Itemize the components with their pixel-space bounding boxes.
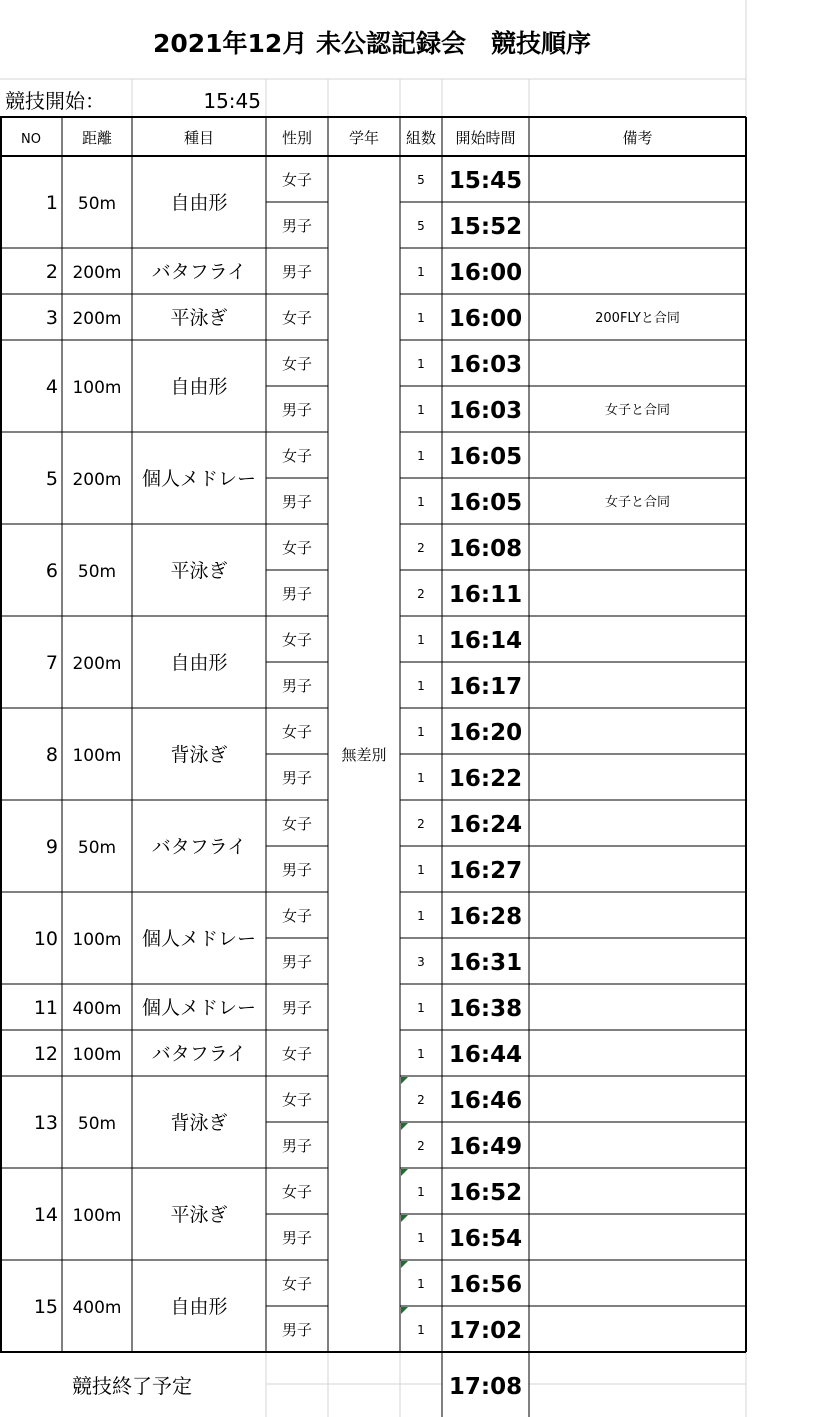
entry-heats: 1 — [417, 1001, 425, 1015]
event-distance: 200m — [72, 263, 122, 283]
entry-start-time: 16:44 — [448, 1042, 523, 1068]
entry-heats: 2 — [417, 541, 425, 555]
event-distance: 100m — [72, 1206, 122, 1226]
event-no: 13 — [33, 1112, 58, 1134]
entry-heats: 1 — [417, 863, 425, 877]
event-no: 9 — [45, 836, 58, 858]
entry-start-time: 17:02 — [448, 1318, 523, 1344]
entry-gender: 男子 — [281, 1321, 313, 1339]
entry-heats: 1 — [417, 495, 425, 509]
event-no: 5 — [45, 468, 58, 490]
entry-gender: 女子 — [281, 723, 313, 741]
event-distance: 400m — [72, 1298, 122, 1318]
entry-heats: 2 — [417, 1139, 425, 1153]
entry-heats: 1 — [417, 1323, 425, 1337]
event-stroke: 平泳ぎ — [170, 1204, 228, 1226]
entry-start-time: 16:46 — [448, 1088, 523, 1114]
entry-gender: 女子 — [281, 539, 313, 557]
event-stroke: バタフライ — [151, 261, 247, 283]
entry-start-time: 16:00 — [448, 306, 523, 332]
entry-gender: 男子 — [281, 1229, 313, 1247]
entry-heats: 1 — [417, 449, 425, 463]
entry-start-time: 16:05 — [448, 444, 523, 470]
entry-gender: 男子 — [281, 953, 313, 971]
entry-heats: 1 — [417, 633, 425, 647]
entry-start-time: 15:45 — [448, 168, 523, 194]
entry-gender: 女子 — [281, 1045, 313, 1063]
entry-gender: 女子 — [281, 355, 313, 373]
entry-heats: 2 — [417, 817, 425, 831]
entry-gender: 女子 — [281, 907, 313, 925]
entry-start-time: 16:27 — [448, 858, 523, 884]
start-time: 15:45 — [203, 89, 261, 113]
entry-gender: 女子 — [281, 1275, 313, 1293]
entry-start-time: 16:52 — [448, 1180, 523, 1206]
event-stroke: 自由形 — [170, 376, 228, 398]
entry-heats: 1 — [417, 725, 425, 739]
header-grade: 学年 — [348, 129, 380, 147]
event-stroke: バタフライ — [151, 1043, 247, 1065]
entry-gender: 女子 — [281, 1183, 313, 1201]
event-stroke: 背泳ぎ — [170, 1112, 228, 1134]
entry-gender: 女子 — [281, 171, 313, 189]
header-no: NO — [21, 132, 41, 147]
event-stroke: 個人メドレー — [141, 468, 257, 490]
entry-start-time: 16:20 — [448, 720, 523, 746]
header-start-time: 開始時間 — [455, 129, 516, 147]
entry-gender: 男子 — [281, 769, 313, 787]
header-distance: 距離 — [81, 129, 113, 147]
entry-gender: 男子 — [281, 493, 313, 511]
event-distance: 200m — [72, 309, 122, 329]
entry-gender: 男子 — [281, 401, 313, 419]
event-stroke: 平泳ぎ — [170, 560, 228, 582]
event-distance: 400m — [72, 999, 122, 1019]
event-no: 7 — [45, 652, 58, 674]
event-distance: 100m — [72, 1045, 122, 1065]
entry-heats: 1 — [417, 1185, 425, 1199]
entry-heats: 1 — [417, 1047, 425, 1061]
entry-start-time: 16:22 — [448, 766, 523, 792]
end-time: 17:08 — [448, 1374, 523, 1400]
entry-gender: 男子 — [281, 677, 313, 695]
entry-start-time: 16:03 — [448, 352, 523, 378]
header-stroke: 種目 — [183, 129, 215, 147]
entry-heats: 2 — [417, 1093, 425, 1107]
event-no: 12 — [33, 1043, 58, 1065]
event-no: 11 — [33, 997, 58, 1019]
entry-start-time: 15:52 — [448, 214, 523, 240]
event-no: 6 — [45, 560, 58, 582]
entry-heats: 5 — [417, 219, 425, 233]
event-stroke: 平泳ぎ — [170, 307, 228, 329]
grade-value: 無差別 — [341, 746, 387, 764]
entry-gender: 男子 — [281, 217, 313, 235]
entry-heats: 1 — [417, 909, 425, 923]
entry-gender: 男子 — [281, 263, 313, 281]
event-distance: 100m — [72, 746, 122, 766]
entry-start-time: 16:05 — [448, 490, 523, 516]
event-distance: 200m — [72, 654, 122, 674]
entry-start-time: 16:54 — [448, 1226, 523, 1252]
entry-heats: 1 — [417, 1277, 425, 1291]
entry-heats: 5 — [417, 173, 425, 187]
event-stroke: 自由形 — [170, 652, 228, 674]
entry-start-time: 16:31 — [448, 950, 523, 976]
event-stroke: 自由形 — [170, 192, 228, 214]
entry-gender: 女子 — [281, 815, 313, 833]
entry-gender: 男子 — [281, 861, 313, 879]
entry-start-time: 16:08 — [448, 536, 523, 562]
event-no: 14 — [33, 1204, 58, 1226]
entry-gender: 男子 — [281, 1137, 313, 1155]
entry-start-time: 16:00 — [448, 260, 523, 286]
entry-heats: 3 — [417, 955, 425, 969]
event-no: 4 — [45, 376, 58, 398]
event-stroke: 自由形 — [170, 1296, 228, 1318]
entry-gender: 女子 — [281, 631, 313, 649]
end-label: 競技終了予定 — [72, 1374, 192, 1398]
event-distance: 200m — [72, 470, 122, 490]
entry-heats: 1 — [417, 403, 425, 417]
event-no: 8 — [45, 744, 58, 766]
event-no: 15 — [33, 1296, 58, 1318]
event-distance: 100m — [72, 378, 122, 398]
event-no: 1 — [45, 192, 58, 214]
entry-start-time: 16:28 — [448, 904, 523, 930]
entry-gender: 女子 — [281, 447, 313, 465]
entry-start-time: 16:38 — [448, 996, 523, 1022]
event-stroke: 個人メドレー — [141, 997, 257, 1019]
event-stroke: 背泳ぎ — [170, 744, 228, 766]
header-notes: 備考 — [622, 129, 653, 147]
entry-heats: 1 — [417, 265, 425, 279]
grade-cell — [341, 746, 386, 764]
entry-heats: 1 — [417, 357, 425, 371]
event-no: 2 — [45, 261, 58, 283]
event-distance: 50m — [77, 838, 117, 858]
event-stroke: 個人メドレー — [141, 928, 257, 950]
entry-heats: 1 — [417, 679, 425, 693]
entry-heats: 1 — [417, 311, 425, 325]
entry-start-time: 16:14 — [448, 628, 523, 654]
entry-heats: 1 — [417, 771, 425, 785]
event-distance: 50m — [77, 562, 117, 582]
entry-start-time: 16:17 — [448, 674, 523, 700]
event-distance: 100m — [72, 930, 122, 950]
entry-note: 200FLYと合同 — [595, 311, 680, 326]
header-gender: 性別 — [281, 129, 313, 147]
entry-start-time: 16:49 — [448, 1134, 523, 1160]
event-stroke: バタフライ — [151, 836, 247, 858]
entry-start-time: 16:56 — [448, 1272, 523, 1298]
entry-note: 女子と合同 — [604, 495, 671, 510]
entry-note: 女子と合同 — [604, 403, 671, 418]
entry-gender: 男子 — [281, 585, 313, 603]
event-distance: 50m — [77, 194, 117, 214]
entry-gender: 女子 — [281, 309, 313, 327]
entry-start-time: 16:03 — [448, 398, 523, 424]
header-heats: 組数 — [405, 129, 437, 147]
entry-heats: 1 — [417, 1231, 425, 1245]
entry-gender: 男子 — [281, 999, 313, 1017]
entry-heats: 2 — [417, 587, 425, 601]
start-label: 競技開始： — [5, 89, 105, 113]
event-no: 3 — [45, 307, 58, 329]
entry-start-time: 16:24 — [448, 812, 523, 838]
entry-start-time: 16:11 — [448, 582, 523, 608]
page-title: 2021年12月 未公認記録会 競技順序 — [152, 29, 592, 58]
event-no: 10 — [33, 928, 58, 950]
entry-gender: 女子 — [281, 1091, 313, 1109]
event-distance: 50m — [77, 1114, 117, 1134]
